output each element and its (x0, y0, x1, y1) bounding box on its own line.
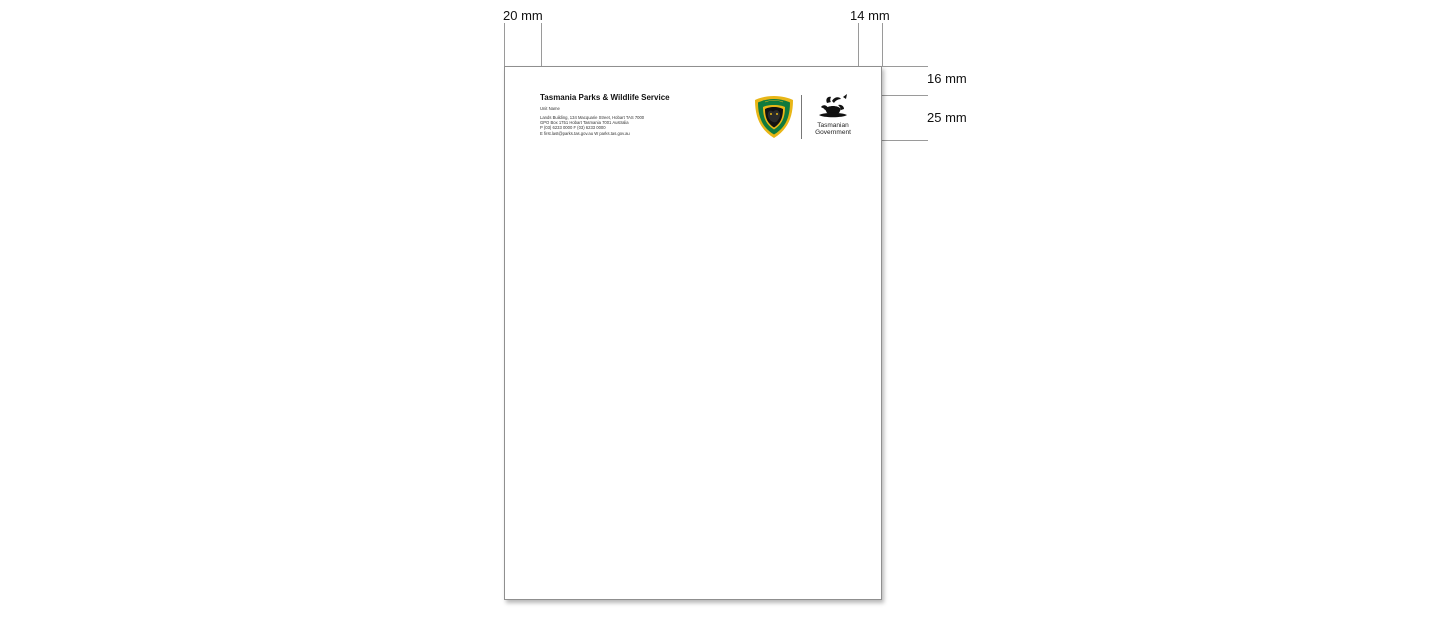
government-logo-line-1: Tasmanian (817, 122, 849, 129)
page-right-edge-guide (882, 23, 883, 66)
email-web-line: E first.last@parks.tas.gov.au W parks.tas.gov.au (540, 130, 630, 136)
logo-area (751, 93, 861, 143)
organisation-name: Tasmania Parks & Wildlife Service (540, 93, 670, 102)
postal-address-line: GPO Box 1751 Hobart Tasmania 7001 Australia (540, 120, 629, 126)
top-margin-guide (882, 95, 928, 96)
header-bottom-guide (882, 140, 928, 141)
letter-page (504, 66, 882, 600)
page-left-edge-guide (504, 23, 505, 66)
parks-wildlife-shield-icon (751, 94, 797, 140)
page-top-guide (882, 66, 928, 67)
tasmanian-government-crest-icon (813, 93, 853, 121)
government-logo-text (807, 123, 859, 136)
address-line: Lands Building, 134 Macquarie Street, Hobart TAS 7000 (540, 115, 645, 120)
logo-divider (801, 95, 802, 139)
phone-fax-line: P (03) 6233 0000 F (03) 6233 0000 (540, 125, 606, 131)
government-logo-line-2: Government (815, 128, 851, 136)
left-margin-guide (541, 23, 542, 66)
letterhead-text-block (540, 93, 740, 136)
top-margin-label: 16 mm (927, 71, 967, 86)
header-height-label: 25 mm (927, 110, 967, 125)
left-margin-label: 20 mm (503, 8, 543, 23)
right-margin-guide (858, 23, 859, 66)
right-margin-label: 14 mm (850, 8, 890, 23)
unit-name: Unit Name (540, 106, 560, 111)
